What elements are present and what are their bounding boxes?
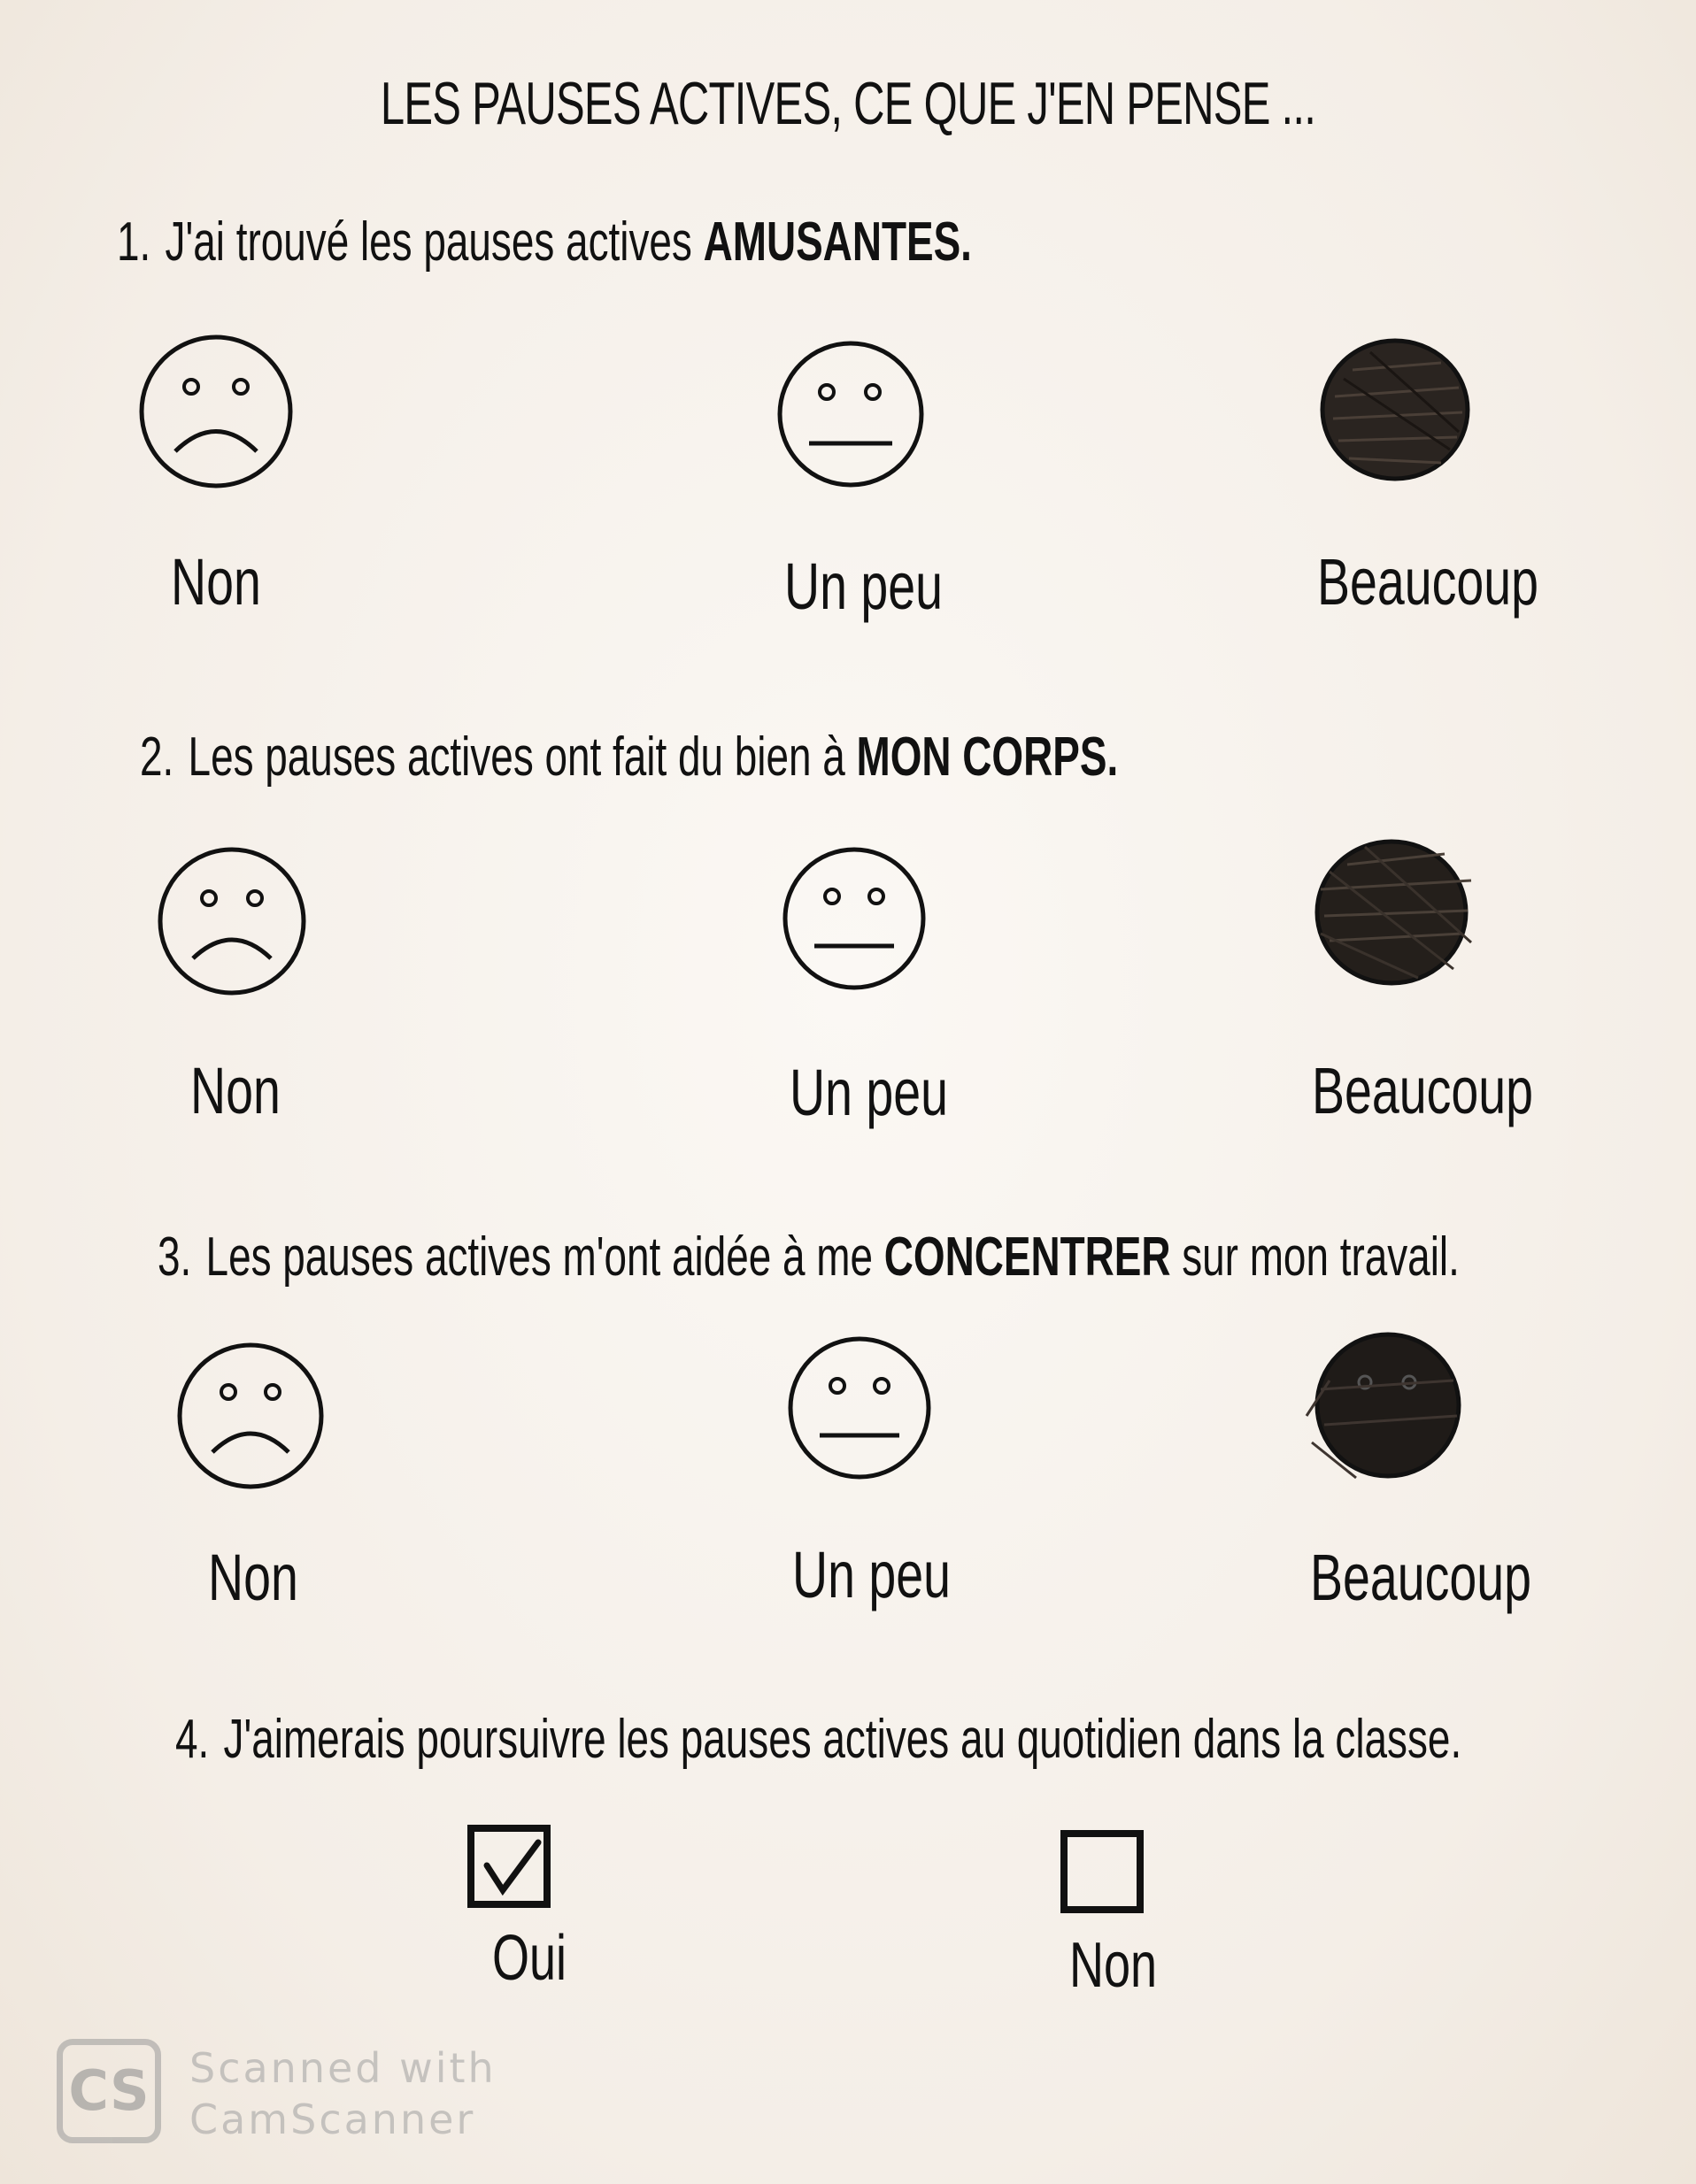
question-text: Les pauses actives m'ont aidée à me: [205, 1227, 884, 1288]
option-label-un-peu: Un peu: [784, 550, 943, 623]
question-emphasis: CONCENTRER: [883, 1227, 1171, 1288]
option-label-beaucoup: Beaucoup: [1310, 1541, 1531, 1614]
happy-face-colored-icon[interactable]: [1317, 335, 1473, 485]
page-title: LES PAUSES ACTIVES, CE QUE J'EN PENSE ...: [380, 70, 1316, 137]
question-4: [175, 1708, 1461, 1771]
option-label-non: Non: [171, 545, 261, 619]
checkbox-oui[interactable]: [467, 1825, 551, 1908]
question-text: J'aimerais poursuivre les pauses actives au quotidien dans la classe.: [223, 1709, 1462, 1770]
option-label-un-peu: Un peu: [792, 1538, 951, 1611]
question-text: J'ai trouvé les pauses actives: [165, 211, 704, 273]
question-number: 2.: [140, 727, 174, 788]
question-emphasis: MON CORPS.: [856, 727, 1119, 788]
option-label-non: Non: [190, 1054, 281, 1127]
watermark-line-2: CamScanner: [189, 2096, 476, 2143]
question-1: [117, 211, 972, 273]
checkbox-non[interactable]: [1060, 1830, 1144, 1913]
camscanner-logo-icon: CS: [57, 2039, 161, 2143]
neutral-face-icon[interactable]: [786, 1334, 933, 1481]
neutral-face-icon[interactable]: [775, 339, 926, 489]
option-label-beaucoup: Beaucoup: [1317, 545, 1538, 619]
watermark-text: [189, 2042, 579, 2145]
sad-face-icon[interactable]: [156, 845, 308, 997]
option-label-non: Non: [208, 1541, 298, 1614]
sad-face-icon[interactable]: [175, 1341, 326, 1491]
question-number: 3.: [158, 1227, 192, 1288]
question-text-after: sur mon travail.: [1170, 1227, 1460, 1288]
question-3: [158, 1226, 1460, 1288]
option-label-un-peu: Un peu: [790, 1056, 948, 1129]
happy-face-colored-icon[interactable]: [1303, 1327, 1466, 1487]
checkmark-icon: [480, 1834, 545, 1904]
happy-face-colored-icon[interactable]: [1312, 836, 1480, 987]
sad-face-icon[interactable]: [136, 332, 296, 491]
question-emphasis: AMUSANTES.: [703, 211, 972, 273]
question-2: [140, 726, 1118, 788]
watermark-line-1: Scanned with: [189, 2044, 497, 2092]
neutral-face-icon[interactable]: [781, 845, 928, 992]
checkbox-label-non: Non: [1069, 1930, 1158, 2001]
checkbox-label-oui: Oui: [492, 1923, 567, 1994]
question-number: 1.: [117, 211, 151, 273]
question-text: Les pauses actives ont fait du bien à: [188, 727, 857, 788]
option-label-beaucoup: Beaucoup: [1312, 1054, 1533, 1127]
question-number: 4.: [175, 1709, 210, 1770]
